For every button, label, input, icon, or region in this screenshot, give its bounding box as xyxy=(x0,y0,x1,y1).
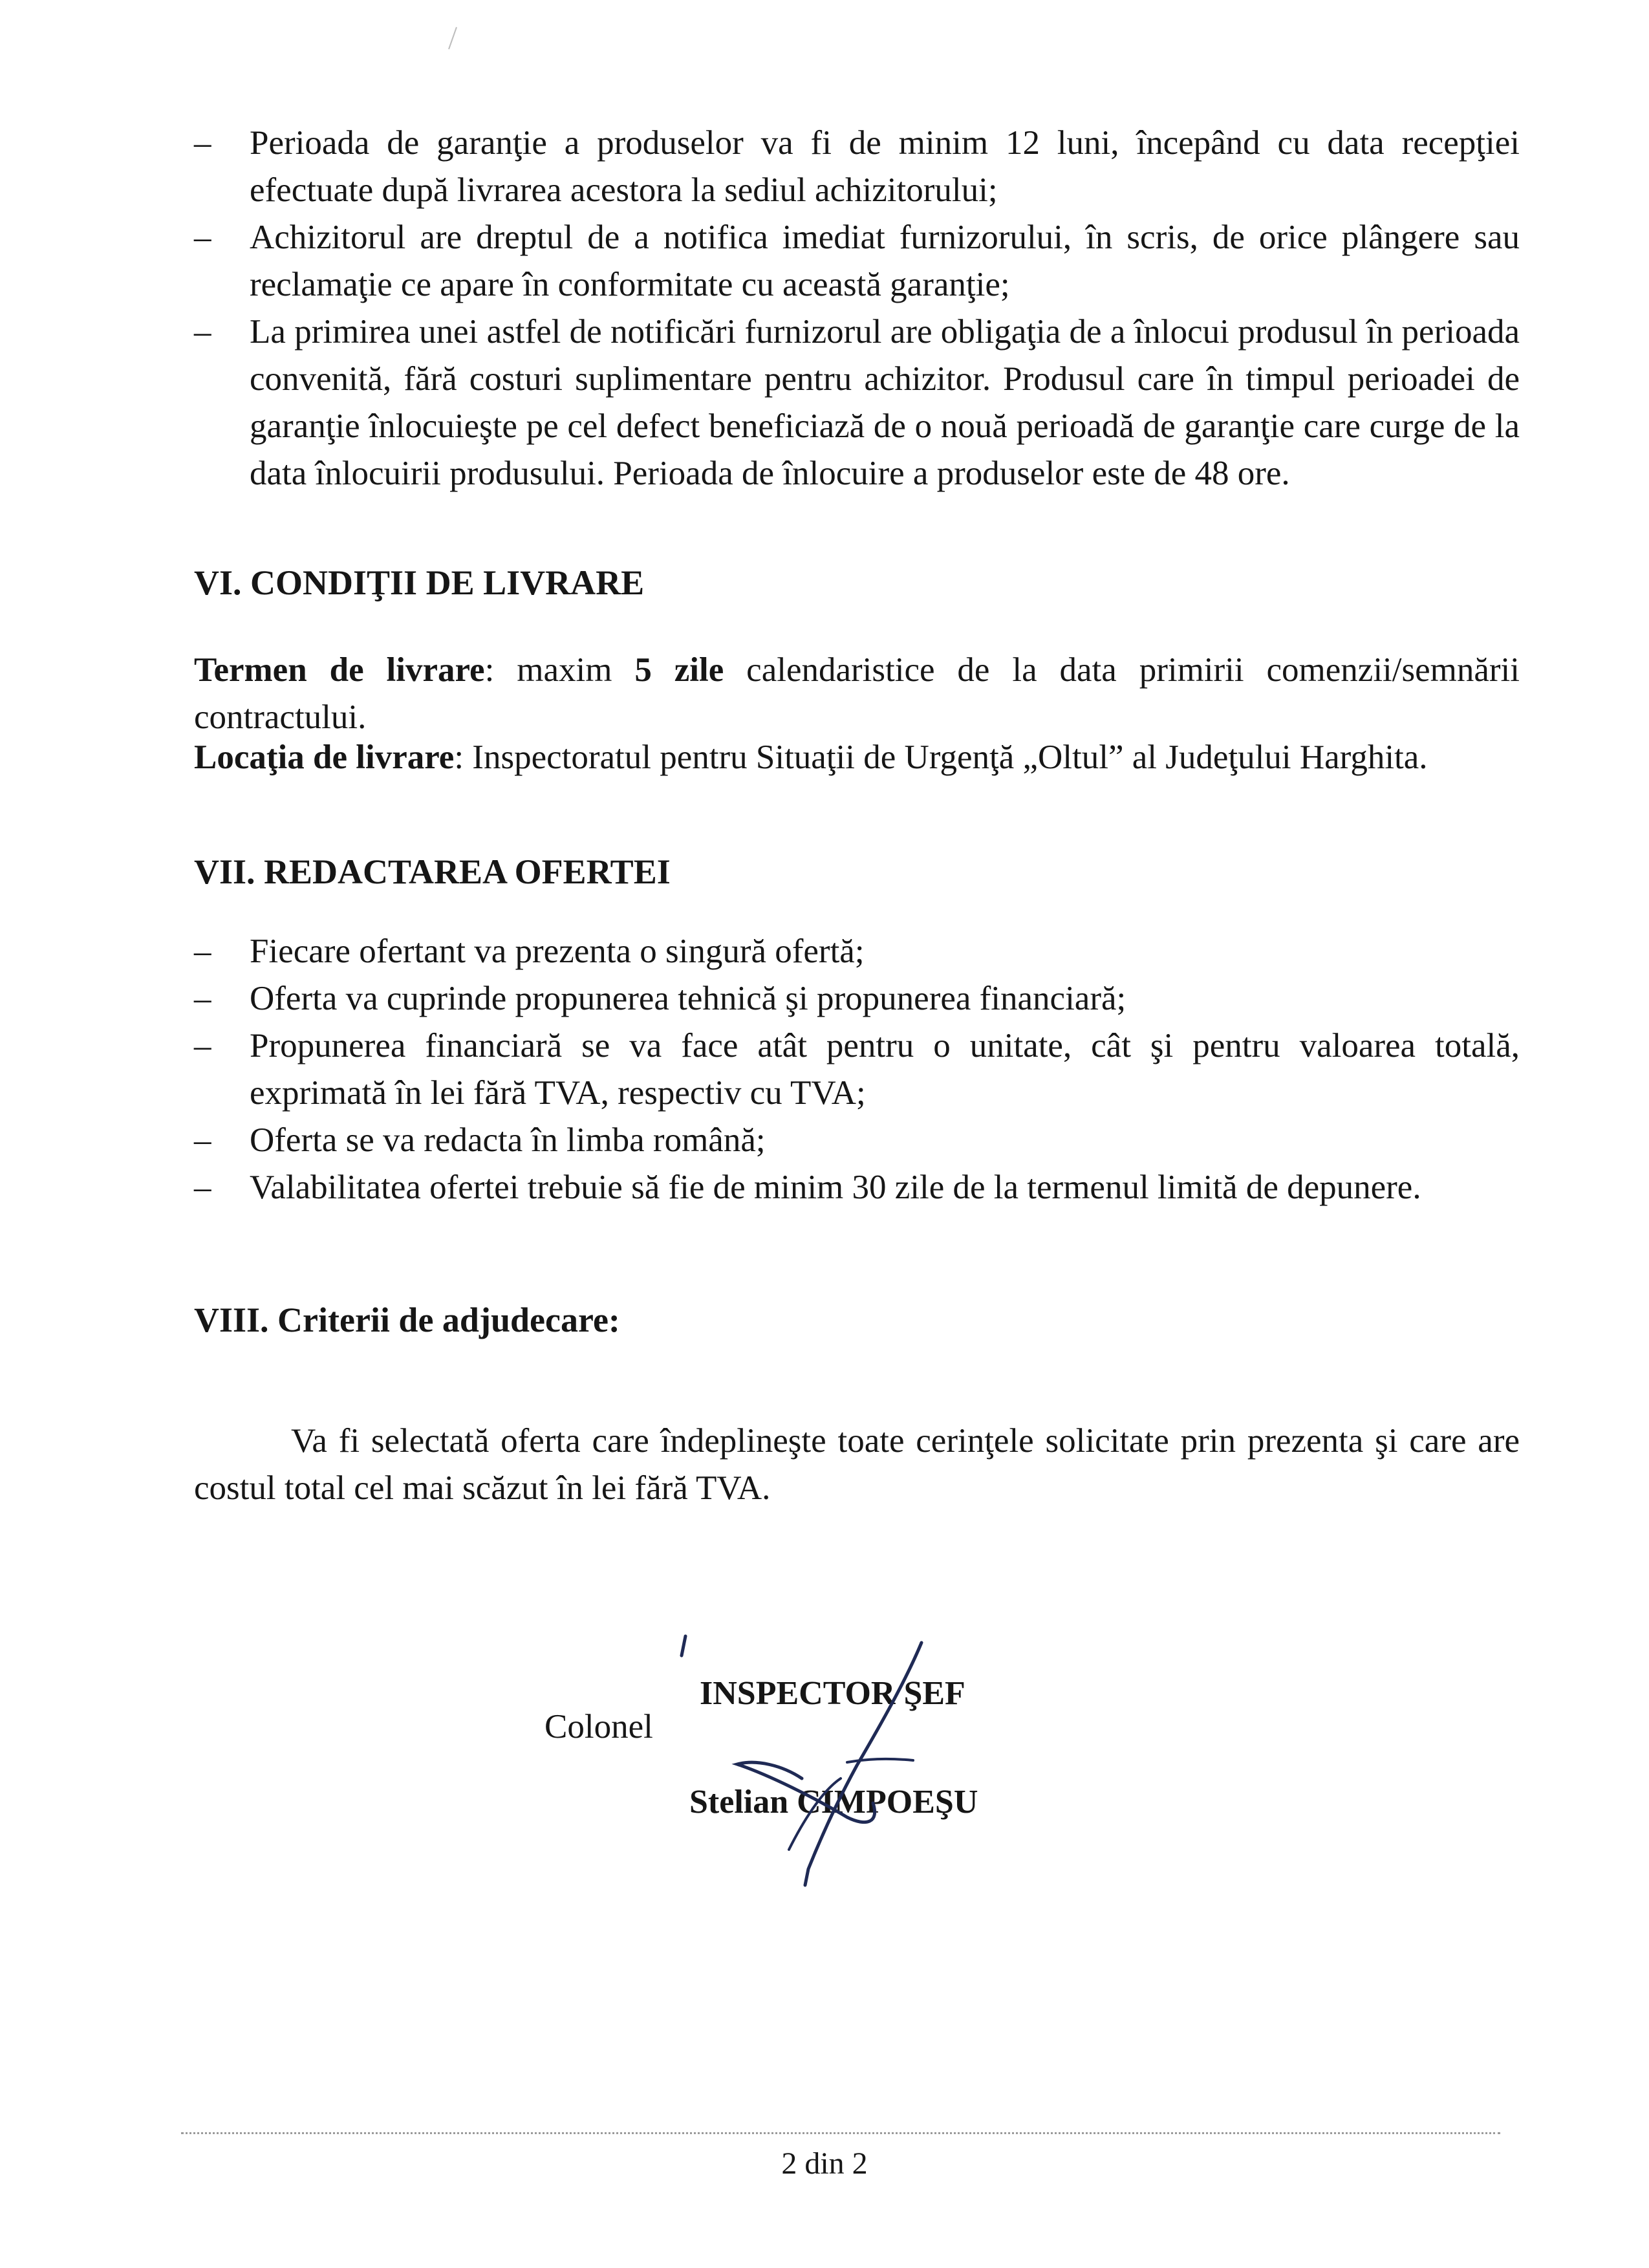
warranty-bullet-list xyxy=(194,120,1520,497)
offer-bullet-5 xyxy=(194,1164,1520,1211)
signatory-name: Stelian CIMPOEŞU xyxy=(689,1784,978,1820)
bullet-dash: – xyxy=(194,313,211,351)
signatory-title: INSPECTOR ŞEF xyxy=(700,1675,965,1712)
award-criteria-paragraph: Va fi selectată oferta care îndeplineşte toate cerinţele solicitate prin prezenta şi care are costul total cel mai scăzut în lei fără TVA. xyxy=(194,1422,1520,1507)
delivery-term-text-after: calendaristice de la data primirii comenzii/semnării contractului. xyxy=(194,651,1520,736)
warranty-bullet-2 xyxy=(194,214,1520,308)
bullet-text: Achizitorul are dreptul de a notifica imediat furnizorului, în scris, de orice plângere sau reclamaţie ce apare în conformitate cu această garanţie; xyxy=(250,219,1520,303)
footer-divider xyxy=(181,2132,1500,2134)
delivery-term-paragraph xyxy=(194,647,1520,741)
bullet-dash: – xyxy=(194,980,211,1017)
delivery-term-label: Termen de livrare xyxy=(194,651,485,689)
delivery-location-label: Locaţia de livrare xyxy=(194,739,455,776)
bullet-dash: – xyxy=(194,1027,211,1064)
section-6-heading: VI. CONDIŢII DE LIVRARE xyxy=(194,563,645,602)
delivery-location-paragraph xyxy=(194,734,1520,781)
bullet-text: La primirea unei astfel de notificări furnizorul are obligaţia de a înlocui produsul în perioada convenită, fără costuri suplimentare pentru achizitor. Produsul care în timpul perioadei de garanţie înlocuieşte pe cel defect beneficiază de o nouă perioadă de garanţie care curge de la data înlocuirii produsului. Perioada de înlocuire a produselor este de 48 ore. xyxy=(250,313,1520,492)
warranty-bullet-3 xyxy=(194,308,1520,497)
warranty-bullet-1 xyxy=(194,120,1520,214)
delivery-location-text: : Inspectoratul pentru Situaţii de Urgenţă „Oltul” al Judeţului Harghita. xyxy=(454,739,1428,776)
bullet-dash: – xyxy=(194,933,211,970)
bullet-text: Propunerea financiară se va face atât pentru o unitate, cât şi pentru valoarea totală, exprimată în lei fără TVA, respectiv cu TVA; xyxy=(250,1027,1520,1112)
offer-bullet-3 xyxy=(194,1022,1520,1117)
bullet-text: Fiecare ofertant va prezenta o singură ofertă; xyxy=(250,933,865,970)
bullet-dash: – xyxy=(194,1169,211,1206)
handwritten-signature xyxy=(673,1630,964,1901)
bullet-dash: – xyxy=(194,1121,211,1159)
offer-bullet-list xyxy=(194,928,1520,1211)
pen-mark xyxy=(446,26,459,52)
offer-bullet-2 xyxy=(194,975,1520,1022)
offer-bullet-4 xyxy=(194,1117,1520,1164)
signatory-rank: Colonel xyxy=(544,1708,653,1745)
bullet-text: Oferta se va redacta în limba română; xyxy=(250,1121,766,1159)
bullet-text: Perioada de garanţie a produselor va fi de minim 12 luni, începând cu data recepţiei efectuate după livrarea acestora la sediul achizitorului; xyxy=(250,124,1520,209)
delivery-term-text-before: : maxim xyxy=(484,651,635,689)
page-number: 2 din 2 xyxy=(781,2146,868,2181)
section-8-heading: VIII. Criterii de adjudecare: xyxy=(194,1301,620,1339)
bullet-text: Oferta va cuprinde propunerea tehnică şi propunerea financiară; xyxy=(250,980,1126,1017)
section-7-heading: VII. REDACTAREA OFERTEI xyxy=(194,852,671,891)
bullet-dash: – xyxy=(194,124,211,162)
bullet-dash: – xyxy=(194,219,211,256)
delivery-term-days: 5 zile xyxy=(634,651,724,689)
offer-bullet-1 xyxy=(194,928,1520,975)
bullet-text: Valabilitatea ofertei trebuie să fie de minim 30 zile de la termenul limită de depunere. xyxy=(250,1169,1421,1206)
